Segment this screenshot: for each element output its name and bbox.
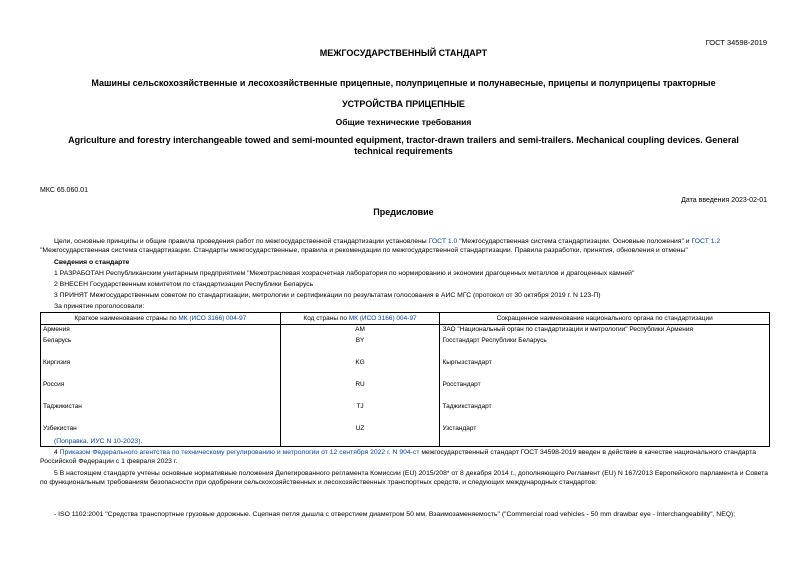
document-title: Машины сельскохозяйственные и лесохозяйственные прицепные, полуприцепные и полунавесные, прицепы и полуприцепы тракторные [91,78,716,88]
cell-code: KG [280,358,440,380]
introduction-date: Дата введения 2023-02-01 [681,197,767,204]
item-enacted [40,448,770,466]
item-enacted-text: межгосударственный стандарт ГОСТ 34598-2019 введен в действие в качестве национального стандарта Российской Федерации с 1 февраля 2023 г. [40,449,757,465]
general-requirements-heading: Общие технические требования [335,117,472,127]
preface-intro-paragraph [40,237,770,255]
mk-iso-link[interactable]: МК (ИСО 3166) 004-97 [348,315,417,322]
document-subtitle: УСТРОЙСТВА ПРИЦЕПНЫЕ [342,99,465,109]
rosstandart-order-link[interactable]: Приказом Федерального агентства по техническому регулированию и метрологии от 12 сентября 2022 г. N 904-ст [59,449,420,456]
document-code: ГОСТ 34598-2019 [705,38,767,47]
intro-text-3: "Межгосударственная система стандартизации. Стандарты межгосударственные, правила и рекомендации по межгосударственной стандартизации. Правила разработки, принятия, обновления и отмены" [40,247,688,254]
document-title-english: Agriculture and forestry interchangeable towed and semi-mounted equipment, tractor-drawn trailers and semi-trailers. Mechanical coupling devices. General technical requirements [68,135,739,156]
cell-body: Госстандарт Республики Беларусь [440,336,770,358]
gost-1-0-link[interactable]: ГОСТ 1.0 [428,238,458,245]
header-country-name: Краткое наименование страны по МК (ИСО 3166) 004-97 [41,313,281,325]
mk-iso-link[interactable]: МК (ИСО 3166) 004-97 [178,315,247,322]
cell-country: Узбекистан [41,424,281,447]
cell-country: Таджикистан [41,402,281,424]
gost-1-2-link[interactable]: ГОСТ 1.2 [691,238,721,245]
amendment-note [40,437,770,446]
table-row [41,325,770,337]
table-row [41,402,770,424]
cell-code: AM [280,325,440,337]
header-national-body: Сокращенное наименование национального органа по стандартизации [440,313,770,325]
about-standard-heading: Сведения о стандарте [54,259,130,266]
item-enacted-number: 4 [54,449,60,456]
item-submitted: 2 ВНЕСЕН Государственным комитетом по стандартизации Республики Беларусь [54,281,314,288]
cell-body: Узстандарт [440,424,770,447]
header-country-code: Код страны по МК (ИСО 3166) 004-97 [280,313,440,325]
item-developed: 1 РАЗРАБОТАН Республиканским унитарным предприятием "Межотраслевая хозрасчетная лаборатория по нормированию и экономии драгоценных металлов и драгоценных камней" [54,270,635,277]
table-header-row [41,313,770,325]
cell-code: RU [280,380,440,402]
cell-code: BY [280,336,440,358]
iso-standard-item: - ISO 1102:2001 "Средства транспортные грузовые дорожные. Сцепная петля дышла с отверстием диаметром 50 мм. Взаимозаменяемость" ("Commercial road vehicles - 50 mm drawbar eye - Interchangeability", NEQ); [54,511,736,518]
cell-body: Таджикстандарт [440,402,770,424]
cell-code: UZ [280,424,440,447]
cell-body: ЗАО "Национальный орган по стандартизации и метрологии" Республики Армения [440,325,770,337]
cell-country: Армения [41,325,281,337]
item-adopted: 3 ПРИНЯТ Межгосударственным советом по стандартизации, метрологии и сертификации по результатам голосования в АИС МГС (протокол от 30 октября 2019 г. N 123-П) [54,292,601,299]
item-regulations: 5 В настоящем стандарте учтены основные нормативные положения Делегированного регламента Комиссии (EU) 2015/208* от 8 декабря 2014 г., дополняющего Регламент (EU) N 167/2013 Европейского парламента и Совета по функциональным требованиям безопасности при одобрении сельскохозяйственных и лесохозяйственных транспортных средств, и следующих международных стандартов: [40,470,769,486]
cell-code: TJ [280,402,440,424]
voting-countries-table [40,312,770,447]
standard-type-heading: МЕЖГОСУДАРСТВЕННЫЙ СТАНДАРТ [319,48,488,58]
cell-body: Кыргызстандарт [440,358,770,380]
table-row [41,358,770,380]
table-row [41,380,770,402]
cell-country: Беларусь [41,336,281,358]
cell-country: Киргизия [41,358,281,380]
cell-body: Росстандарт [440,380,770,402]
amendment-link[interactable]: (Поправка. ИУС N 10-2023). [54,438,143,445]
intro-text-1: Цели, основные принципы и общие правила проведения работ по межгосударственной стандартизации установлены [54,238,429,245]
table-row [41,336,770,358]
preface-heading: Предисловие [373,207,434,217]
mks-code: МКС 65.060.01 [40,187,88,194]
intro-text-2: "Межгосударственная система стандартизации. Основные положения" и [457,238,692,245]
cell-country: Россия [41,380,281,402]
voted-label: За принятие проголосовали: [54,303,145,310]
